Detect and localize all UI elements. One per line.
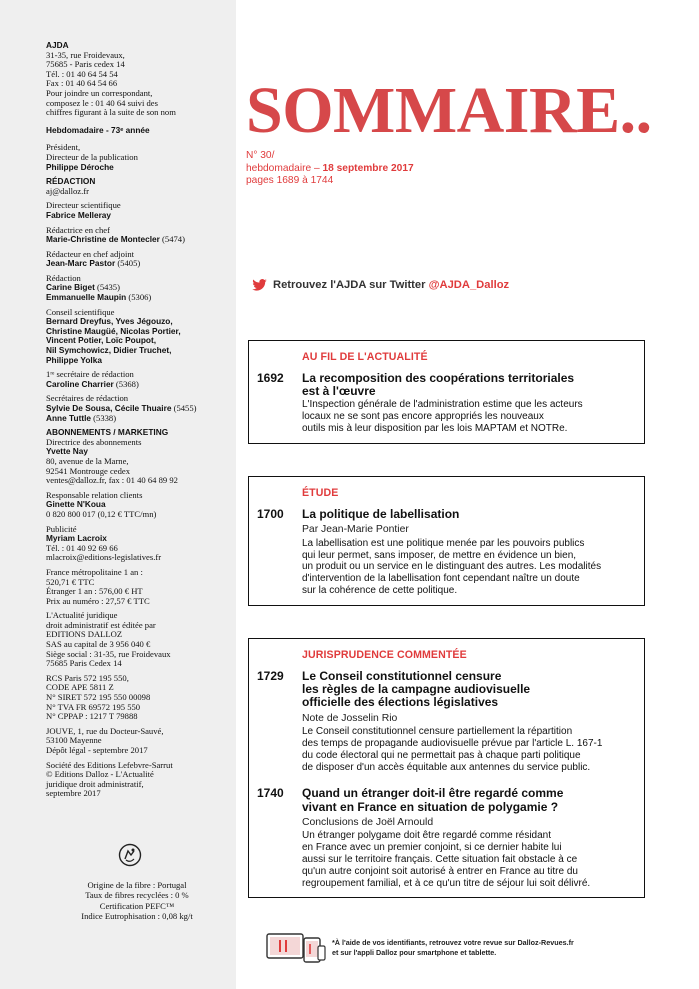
page-number: 1740 <box>257 786 284 801</box>
council-members: Vincent Potier, Loïc Poupot, <box>46 335 157 346</box>
app-promo[interactable] <box>266 932 574 964</box>
section-heading: ÉTUDE <box>302 487 339 499</box>
person-name: Myriam Lacroix <box>46 533 107 544</box>
printer-block <box>46 727 228 756</box>
role: Responsable relation clients <box>46 489 143 500</box>
title-line: est à l'œuvre <box>302 384 376 399</box>
summary-line: du code électoral qui ne permettait pas à chaque parti politique <box>302 749 581 761</box>
twitter-handle-link[interactable]: @AJDA_Dalloz <box>428 279 510 291</box>
email: aj@dalloz.fr <box>46 185 89 196</box>
address-line: 75685 - Paris cedex 14 <box>46 59 125 70</box>
advertising-block <box>46 525 228 563</box>
contact-line: chiffres figurant à la suite de son nom <box>46 107 176 118</box>
person-name: Caroline Charrier <box>46 378 114 389</box>
article-author: Conclusions de Joël Arnould <box>302 816 434 828</box>
legal-line: droit administratif est éditée par <box>46 619 156 630</box>
promo-line: *À l'aide de vos identifiants, retrouvez votre revue sur Dalloz-Revues.fr <box>332 938 574 947</box>
issue-pages: pages 1689 à 1744 <box>246 175 334 187</box>
council-block <box>46 308 228 366</box>
role: Rédacteur en chef adjoint <box>46 248 135 259</box>
role: 1ʳᵉ secrétaire de rédaction <box>46 369 134 380</box>
person-name: Marie-Christine de Montecler <box>46 234 160 245</box>
secretaries-block <box>46 394 228 423</box>
twitter-bird-icon <box>252 279 267 291</box>
role: Publicité <box>46 523 77 534</box>
title-line: vivant en France en situation de polygamie ? <box>302 799 559 814</box>
role: Président, <box>46 142 81 153</box>
registration-line: RCS Paris 572 195 550, <box>46 672 129 683</box>
fiber-line: Certification PEFC™ <box>99 900 175 911</box>
toc-entry[interactable] <box>257 372 634 435</box>
page-number: 1700 <box>257 507 284 521</box>
council-members: Christine Maugüé, Nicolas Portier, <box>46 325 181 336</box>
summary-line: un produit ou un service en le distinguant des autres. Les modalités <box>302 561 602 573</box>
article-summary <box>302 538 634 597</box>
registration-line: N° TVA FR 69572 195 550 <box>46 701 141 712</box>
devices-icon <box>266 932 326 964</box>
summary-line: qui leur permet, sans imposer, de mettre en évidence un bien, <box>302 549 577 561</box>
person-name: Emmanuelle Maupin <box>46 292 127 303</box>
title-line: Quand un étranger doit-il être regardé comme <box>302 786 564 801</box>
extension: (5338) <box>91 412 117 423</box>
summary-line: La labellisation est une politique menée par les pouvoirs publics <box>302 537 585 549</box>
copyright-line: juridique droit administratif, <box>46 778 144 789</box>
toc-entry[interactable] <box>257 787 634 889</box>
article-title <box>302 670 634 710</box>
page-number: 1729 <box>257 669 284 683</box>
fiber-line: Indice Eutrophisation : 0,08 kg/t <box>81 911 193 922</box>
council-members: Nil Symchowicz, Didier Truchet, <box>46 345 172 356</box>
legal-block <box>46 611 228 669</box>
pricing-block <box>46 568 228 606</box>
council-members: Bernard Dreyfus, Yves Jégouzo, <box>46 316 173 327</box>
printer-line: Dépôt légal - septembre 2017 <box>46 745 148 755</box>
issue-number: N° 30/ <box>246 150 275 161</box>
title-line: officielle des élections législatives <box>302 695 499 710</box>
extension: (5405) <box>115 258 141 269</box>
title-line: Le Conseil constitutionnel censure <box>302 669 502 683</box>
masthead-column <box>0 0 236 989</box>
price-line: Étranger 1 an : 576,00 € HT <box>46 586 143 597</box>
person-name: Philippe Déroche <box>46 161 114 172</box>
summary-line: des temps de propagande audiovisuelle prévue par l'article L. 167-1 <box>302 738 603 749</box>
section-jurisprudence <box>248 638 645 898</box>
editor-in-chief-block <box>46 226 228 245</box>
role: Directrice des abonnements <box>46 436 142 447</box>
summary-line: d'intervention de la labellisation font cependant naître un doute <box>302 573 580 585</box>
address-line: 92541 Montrouge cedex <box>46 465 131 476</box>
toc-entry[interactable] <box>257 670 634 773</box>
article-summary <box>302 399 634 434</box>
section-heading: AU FIL DE L'ACTUALITÉ <box>302 351 428 363</box>
article-title <box>302 787 634 813</box>
summary-line: de disposer d'un accès équitable aux antennes du service public. <box>302 761 591 773</box>
subscriptions-block <box>46 428 228 486</box>
role: Secrétaires de rédaction <box>46 393 129 404</box>
deputy-editor-block <box>46 250 228 269</box>
summary-line: outils mis à leur disposition par les lois MAPTAM et NOTRe. <box>302 423 568 434</box>
extension: (5435) <box>94 282 120 293</box>
email: mlacroix@editions-legislatives.fr <box>46 552 162 563</box>
fax-line: Fax : 01 40 64 54 66 <box>46 78 118 89</box>
person-name: Jean-Marc Pastor <box>46 258 116 269</box>
contact-line: composez le : 01 40 64 suivi des <box>46 97 158 108</box>
section-actualite <box>248 340 645 444</box>
article-author: Par Jean-Marie Pontier <box>302 524 409 536</box>
fiber-line: Taux de fibres recyclées : 0 % <box>85 890 189 901</box>
frequency-text: Hebdomadaire - 73ᵉ année <box>46 124 150 135</box>
summary-line: L'Inspection générale de l'administration estime que les acteurs <box>302 399 583 411</box>
president-block <box>46 143 228 172</box>
registration-block <box>46 674 228 722</box>
legal-line: Siège social : 31-35, rue Froidevaux <box>46 648 171 659</box>
extension: (5306) <box>126 292 152 303</box>
article-title <box>302 372 634 398</box>
article-title <box>302 508 634 521</box>
contact-line: ventes@dalloz.fr, fax : 01 40 64 89 92 <box>46 475 178 486</box>
extension: (5455) <box>171 403 197 413</box>
scientific-director-block <box>46 201 228 220</box>
address-line: 31-35, rue Froidevaux, <box>46 49 125 60</box>
phone-line: Tél. : 01 40 92 69 66 <box>46 542 118 553</box>
article-summary <box>302 830 634 889</box>
contact-line: Pour joindre un correspondant, <box>46 87 153 98</box>
summary-line: qu'un autre conjoint soit autorisé à entrer en France au titre du <box>302 865 578 877</box>
summary-line: sur la cohérence de cette politique. <box>302 584 458 596</box>
registration-line: CODE APE 5811 Z <box>46 682 114 693</box>
price-line: France métropolitaine 1 an : <box>46 566 143 577</box>
phone-line: Tél. : 01 40 64 54 54 <box>46 68 118 79</box>
section-heading: ABONNEMENTS / MARKETING <box>46 427 169 438</box>
promo-line: et sur l'appli Dalloz pour smartphone et tablette. <box>332 948 497 957</box>
role: Conseil scientifique <box>46 306 115 317</box>
council-members: Philippe Yolka <box>46 354 102 365</box>
legal-line: SAS au capital de 3 956 040 € <box>46 639 151 650</box>
frequency-block <box>46 126 228 136</box>
recycle-paper-icon <box>118 843 142 867</box>
person-name: Carine Biget <box>46 282 95 293</box>
article-author: Note de Josselin Rio <box>302 712 398 724</box>
section-etude <box>248 476 645 606</box>
title-line: La recomposition des coopérations territoriales <box>302 371 575 385</box>
page-title: SOMMAIRE.. <box>246 74 652 147</box>
summary-line: locaux ne se sont pas encore appropriés les nouveaux <box>302 411 544 423</box>
copyright-line: © Editions Dalloz - L'Actualité <box>46 769 154 780</box>
address-line: 80, avenue de la Marne, <box>46 455 129 466</box>
person-name: Sylvie De Sousa, Cécile Thuaire <box>46 403 172 413</box>
extension: (5474) <box>159 234 185 245</box>
person-name: Anne Tuttle <box>46 412 92 423</box>
staff-block <box>46 274 228 303</box>
section-heading: JURISPRUDENCE COMMENTÉE <box>302 649 467 661</box>
fiber-info <box>46 880 228 922</box>
twitter-promo[interactable] <box>252 279 509 291</box>
person-name: Fabrice Melleray <box>46 209 112 220</box>
first-secretary-block <box>46 370 228 389</box>
price-line: 520,71 € TTC <box>46 576 95 587</box>
issue-info <box>246 150 414 188</box>
price-line: Prix au numéro : 27,57 € TTC <box>46 595 150 606</box>
app-promo-text <box>332 938 574 958</box>
title-line: La politique de labellisation <box>302 507 460 521</box>
person-name: Yvette Nay <box>46 446 88 457</box>
role: Rédactrice en chef <box>46 224 110 235</box>
extension: (5368) <box>113 378 139 389</box>
registration-line: N° CPPAP : 1217 T 79888 <box>46 711 138 722</box>
legal-line: 75685 Paris Cedex 14 <box>46 658 122 669</box>
summary-line: Un étranger polygame doit être regardé comme résidant <box>302 830 552 842</box>
publisher-name: AJDA <box>46 40 69 50</box>
summary-line: en France avec un premier conjoint, si ce dernier habite lui <box>302 842 562 854</box>
article-summary <box>302 726 634 773</box>
role: Rédaction <box>46 272 81 283</box>
fiber-line: Origine de la fibre : Portugal <box>87 880 187 890</box>
legal-line: L'Actualité juridique <box>46 610 118 621</box>
page-number: 1692 <box>257 371 284 385</box>
twitter-label: Retrouvez l'AJDA sur Twitter <box>273 279 429 291</box>
copyright-block <box>46 761 228 799</box>
client-relations-block <box>46 491 228 520</box>
registration-line: N° SIRET 572 195 550 00098 <box>46 692 151 703</box>
legal-line: EDITIONS DALLOZ <box>46 629 123 640</box>
person-name: Ginette N'Koua <box>46 499 106 510</box>
copyright-line: Société des Editions Lefebvre-Sarrut <box>46 759 173 770</box>
title-line: les règles de la campagne audiovisuelle <box>302 682 531 697</box>
section-heading: RÉDACTION <box>46 176 96 187</box>
phone-line: 0 820 800 017 (0,12 € TTC/mn) <box>46 508 157 519</box>
toc-entry[interactable] <box>257 508 634 597</box>
printer-line: JOUVE, 1, rue du Docteur-Sauvé, <box>46 725 164 736</box>
publisher-block <box>46 41 228 118</box>
issue-frequency: hebdomadaire – <box>246 162 323 174</box>
summary-line: Le Conseil constitutionnel censure partiellement la répartition <box>302 726 573 738</box>
issue-date: 18 septembre 2017 <box>322 162 414 174</box>
role: Directeur scientifique <box>46 200 121 211</box>
copyright-line: septembre 2017 <box>46 788 101 799</box>
summary-line: aussi sur le territoire français. Cette situation fait obstacle à ce <box>302 853 578 865</box>
role: Directeur de la publication <box>46 151 138 162</box>
redaction-block <box>46 177 228 196</box>
printer-line: 53100 Mayenne <box>46 735 102 746</box>
summary-line: regroupement familial, et à ce qu'un titre de séjour lui soit délivré. <box>302 877 591 889</box>
